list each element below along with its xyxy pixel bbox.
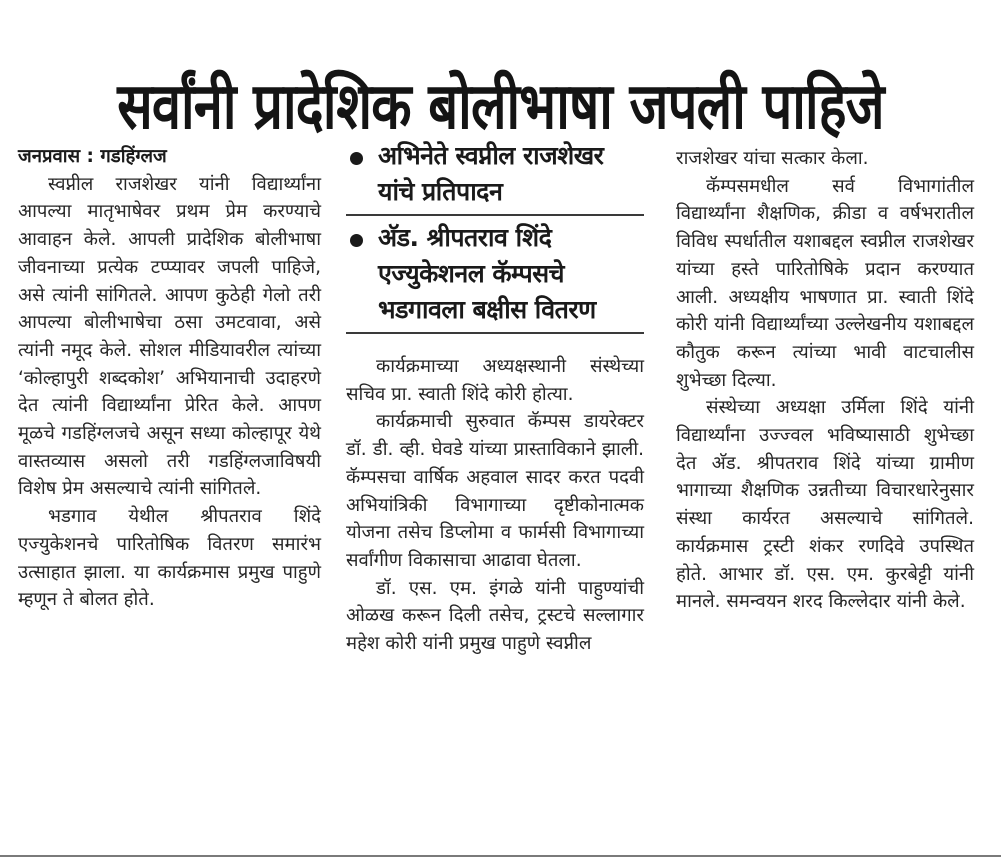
- article-column-1: [18, 143, 321, 614]
- paragraph: कार्यक्रमाची सुरुवात कॅम्पस डायरेक्टर डॉ. डी. व्ही. घेवडे यांच्या प्रास्ताविकाने झाली. कॅम्पसचा वार्षिक अहवाल सादर करत पदवी अभियांत्रिकी विभागाच्या दृष्टीकोनात्मक योजना तसेच डिप्लोमा व फार्मसी विभागाच्या सर्वांगीण विकासाचा आढावा घेतला.: [346, 411, 644, 571]
- subheading-2: [346, 220, 644, 328]
- divider: [346, 214, 644, 216]
- dateline: जनप्रवास : गडहिंग्लज: [18, 146, 167, 167]
- bullet-icon: [350, 152, 363, 165]
- paragraph: भडगाव येथील श्रीपतराव शिंदे एज्युकेशनचे पारितोषिक वितरण समारंभ उत्साहात झाला. या कार्यक्रमास प्रमुख पाहुणे म्हणून ते बोलत होते.: [18, 506, 321, 611]
- headline: सर्वांनी प्रादेशिक बोलीभाषा जपली पाहिजे: [117, 69, 884, 144]
- article-column-2: [346, 353, 644, 658]
- paragraph: कार्यक्रमाच्या अध्यक्षस्थानी संस्थेच्या सचिव प्रा. स्वाती शिंदे कोरी होत्या.: [346, 356, 644, 405]
- paragraph: राजशेखर यांचा सत्कार केला.: [676, 148, 869, 169]
- paragraph: कॅम्पसमधील सर्व विभागांतील विद्यार्थ्यांना शैक्षणिक, क्रीडा व वर्षभरातील विविध स्पर्धातील यशाबद्दल स्वप्नील राजशेखर यांच्या हस्ते पारितोषिके प्रदान करण्यात आली. अध्यक्षीय भाषणात प्रा. स्वाती शिंदे कोरी यांनी विद्यार्थ्यांच्या उल्लेखनीय यशाबद्दल कौतुक करून त्यांच्या भावी वाटचालीस शुभेच्छा दिल्या.: [676, 175, 974, 391]
- paragraph: डॉ. एस. एम. इंगळे यांनी पाहुण्यांची ओळख करून दिली तसेच, ट्रस्टचे सल्लागार महेश कोरी यांनी प्रमुख पाहुणे स्वप्नील: [346, 577, 644, 655]
- bottom-divider: [0, 855, 1001, 857]
- bullet-icon: [350, 234, 363, 247]
- article-column-3: [676, 145, 974, 616]
- subheading-text: अ‍ॅड. श्रीपतराव शिंदे एज्युकेशनल कॅम्पसचे भडगावला बक्षीस वितरण: [378, 223, 596, 324]
- paragraph: संस्थेच्या अध्यक्षा उर्मिला शिंदे यांनी विद्यार्थ्यांना उज्ज्वल भविष्यासाठी शुभेच्छा देत अ‍ॅड. श्रीपतराव शिंदे यांच्या ग्रामीण भागाच्या शैक्षणिक उन्नतीच्या विचारधारेनुसार संस्था कार्यरत असल्याचे सांगितले. कार्यक्रमास ट्रस्टी शंकर रणदिवे उपस्थित होते. आभार डॉ. एस. एम. कुरबेट्टी यांनी मानले. समन्वयन शरद किल्लेदार यांनी केले.: [676, 397, 974, 613]
- subheadings: [346, 138, 644, 338]
- paragraph: स्वप्नील राजशेखर यांनी विद्यार्थ्यांना आपल्या मातृभाषेवर प्रथम प्रेम करण्याचे आवाहन केले. आपली प्रादेशिक बोलीभाषा जीवनाच्या प्रत्येक टप्प्यावर जपली पाहिजे, असे त्यांनी सांगितले. आपण कुठेही गेलो तरी आपल्या बोलीभाषेचा ठसा उमटवावा, असे त्यांनी नमूद केले. सोशल मीडियावरील त्यांच्या ‘कोल्हापुरी शब्दकोश’ अभियानाची उदाहरणे देत त्यांनी विद्यार्थ्यांना प्रेरित केले. आपण मूळचे गडहिंग्लजचे असून सध्या कोल्हापूर येथे वास्तव्यास असलो तरी गडहिंग्लजाविषयी विशेष प्रेम असल्याचे त्यांनी सांगितले.: [18, 173, 321, 500]
- subheading-text: अभिनेते स्वप्नील राजशेखर यांचे प्रतिपादन: [378, 141, 604, 206]
- divider: [346, 332, 644, 334]
- subheading-1: [346, 138, 644, 210]
